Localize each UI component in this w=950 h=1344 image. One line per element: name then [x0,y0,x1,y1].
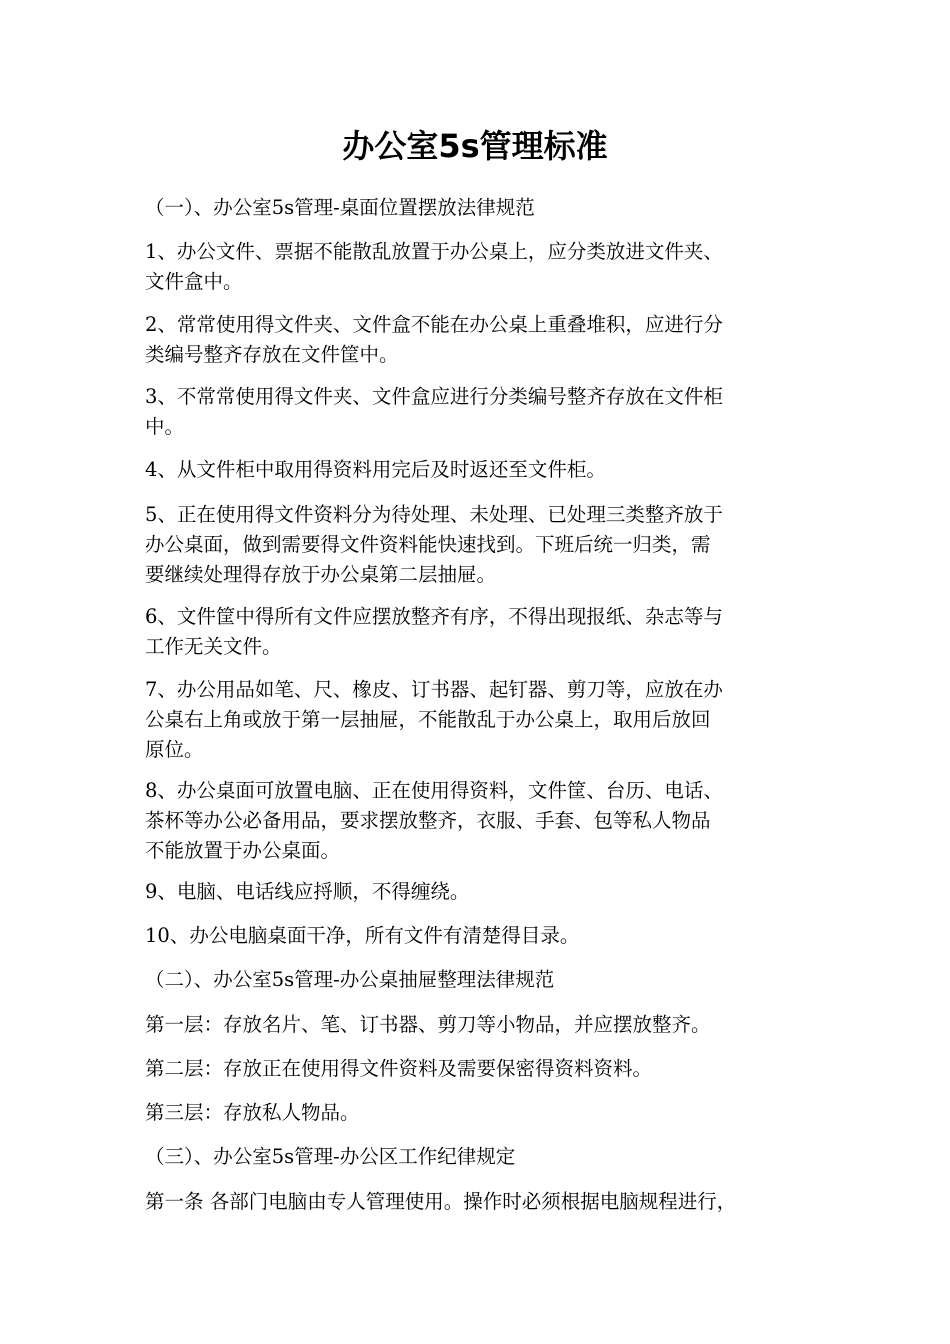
document-title: 办公室5s管理标准 [342,127,608,165]
text-line: 9、电脑、电话线应捋顺，不得缠绕。 [145,880,470,903]
text-line: 第三层：存放私人物品。 [145,1101,360,1124]
text-line: 文件盒中。 [145,270,243,293]
paragraph-item-2 [145,310,810,370]
paragraph-item-8 [145,776,810,866]
text-line: 第二层：存放正在使用得文件资料及需要保密得资料资料。 [145,1057,653,1080]
article-1 [145,1187,810,1217]
paragraph-item-5 [145,500,810,590]
text-line: 办公桌面，做到需要得文件资料能快速找到。下班后统一归类，需 [145,533,711,556]
drawer-layer-1 [145,1010,810,1040]
text-line: 1、办公文件、票据不能散乱放置于办公桌上，应分类放进文件夹、 [145,240,723,263]
text-line: 6、文件筐中得所有文件应摆放整齐有序，不得出现报纸、杂志等与 [145,605,723,628]
text-line: （三）、办公室5s管理-办公区工作纪律规定 [145,1145,516,1168]
paragraph-item-3 [145,382,810,442]
text-line: 原位。 [145,738,204,761]
text-line: 茶杯等办公必备用品，要求摆放整齐，衣服、手套、包等私人物品 [145,809,711,832]
text-line: 2、常常使用得文件夹、文件盒不能在办公桌上重叠堆积，应进行分 [145,313,723,336]
section-heading-3 [145,1142,810,1172]
paragraph-item-10 [145,921,810,951]
drawer-layer-3 [145,1098,810,1128]
text-line: 工作无关文件。 [145,635,282,658]
section-heading-2 [145,965,810,995]
paragraph-item-6 [145,602,810,662]
text-line: 10、办公电脑桌面干净，所有文件有清楚得目录。 [145,924,580,947]
section-heading-1 [145,193,810,223]
text-line: 中。 [145,415,185,438]
paragraph-item-1 [145,237,810,297]
text-line: 类编号整齐存放在文件筐中。 [145,343,399,366]
text-line: 不能放置于办公桌面。 [145,839,341,862]
paragraph-item-9 [145,877,810,907]
text-line: 7、办公用品如笔、尺、橡皮、订书器、起钉器、剪刀等，应放在办 [145,678,723,701]
text-line: 4、从文件柜中取用得资料用完后及时返还至文件柜。 [145,458,606,481]
text-line: （二）、办公室5s管理-办公桌抽屉整理法律规范 [145,968,555,991]
text-line: 第一条 各部门电脑由专人管理使用。操作时必须根据电脑规程进行， [145,1190,737,1213]
paragraph-item-4 [145,455,810,485]
text-line: （一）、办公室5s管理-桌面位置摆放法律规范 [145,196,535,219]
text-line: 8、办公桌面可放置电脑、正在使用得资料，文件筐、台历、电话、 [145,779,723,802]
drawer-layer-2 [145,1054,810,1084]
text-line: 3、不常常使用得文件夹、文件盒应进行分类编号整齐存放在文件柜 [145,385,723,408]
paragraph-item-7 [145,675,810,765]
text-line: 5、正在使用得文件资料分为待处理、未处理、已处理三类整齐放于 [145,503,723,526]
text-line: 要继续处理得存放于办公桌第二层抽屉。 [145,563,497,586]
text-line: 公桌右上角或放于第一层抽屉，不能散乱于办公桌上，取用后放回 [145,708,711,731]
text-line: 第一层：存放名片、笔、订书器、剪刀等小物品，并应摆放整齐。 [145,1013,711,1036]
